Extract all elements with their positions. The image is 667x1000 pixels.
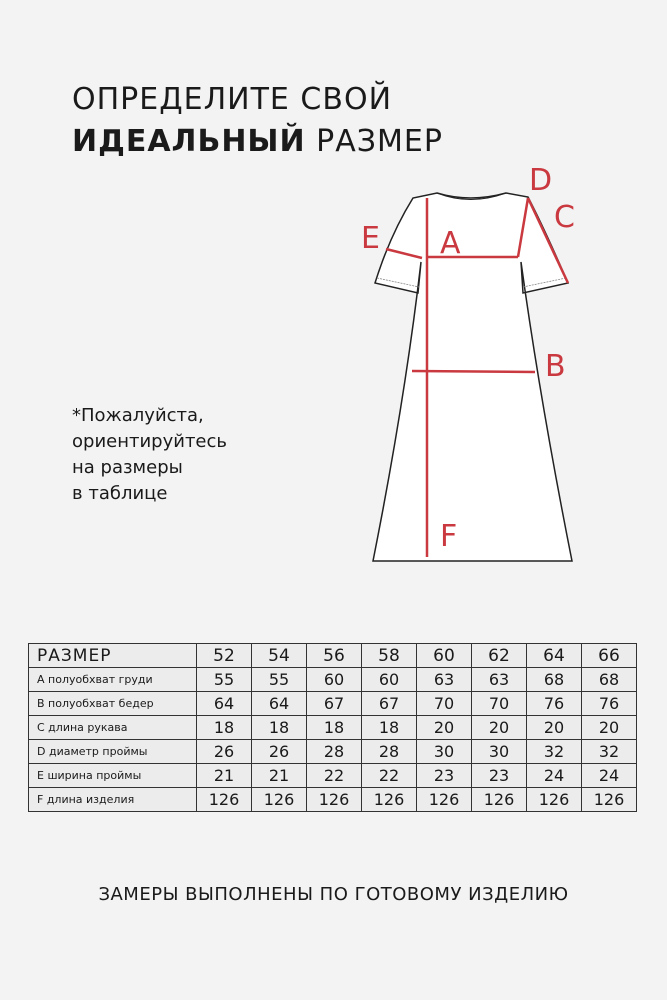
- measure-value: 60: [307, 668, 362, 692]
- measure-value: 126: [417, 788, 472, 812]
- note-line: *Пожалуйста,: [72, 405, 204, 426]
- measure-value: 60: [362, 668, 417, 692]
- measure-value: 32: [582, 740, 637, 764]
- measure-value: 20: [582, 716, 637, 740]
- measure-value: 23: [472, 764, 527, 788]
- measure-value: 126: [582, 788, 637, 812]
- table-row: [29, 764, 637, 788]
- size-header: 58: [362, 644, 417, 668]
- measure-value: 68: [582, 668, 637, 692]
- measure-value: 64: [252, 692, 307, 716]
- measure-name: E ширина проймы: [29, 764, 197, 788]
- measure-value: 22: [307, 764, 362, 788]
- measure-value: 23: [417, 764, 472, 788]
- table-row: [29, 788, 637, 812]
- measure-value: 21: [252, 764, 307, 788]
- measure-value: 68: [527, 668, 582, 692]
- size-table: [28, 643, 637, 812]
- measure-name: A полуобхват груди: [29, 668, 197, 692]
- measure-value: 21: [197, 764, 252, 788]
- measure-value: 30: [417, 740, 472, 764]
- measure-name: B полуобхват бедер: [29, 692, 197, 716]
- table-row: [29, 668, 637, 692]
- dress-outline: [373, 193, 572, 561]
- measure-value: 18: [362, 716, 417, 740]
- title-bold: ИДЕАЛЬНЫЙ: [72, 124, 306, 159]
- table-header-row: [29, 644, 637, 668]
- size-header: 66: [582, 644, 637, 668]
- measure-value: 26: [197, 740, 252, 764]
- header-label: РАЗМЕР: [29, 644, 197, 668]
- table-row: [29, 692, 637, 716]
- measure-name: F длина изделия: [29, 788, 197, 812]
- measure-value: 22: [362, 764, 417, 788]
- measure-value: 20: [527, 716, 582, 740]
- measure-value: 67: [307, 692, 362, 716]
- title-rest: РАЗМЕР: [305, 124, 443, 159]
- measure-value: 28: [362, 740, 417, 764]
- measure-value: 24: [527, 764, 582, 788]
- label-c: C: [554, 200, 575, 235]
- size-header: 56: [307, 644, 362, 668]
- size-header: 54: [252, 644, 307, 668]
- table-row: [29, 740, 637, 764]
- measure-value: 18: [252, 716, 307, 740]
- measure-value: 63: [472, 668, 527, 692]
- measure-value: 126: [472, 788, 527, 812]
- label-b: B: [545, 349, 566, 384]
- measure-value: 18: [307, 716, 362, 740]
- size-header: 60: [417, 644, 472, 668]
- measure-name: C длина рукава: [29, 716, 197, 740]
- label-f: F: [440, 519, 458, 554]
- measure-value: 18: [197, 716, 252, 740]
- measure-value: 26: [252, 740, 307, 764]
- measure-value: 55: [197, 668, 252, 692]
- label-d: D: [529, 163, 553, 198]
- measure-value: 24: [582, 764, 637, 788]
- measure-value: 20: [472, 716, 527, 740]
- note-line: на размеры: [72, 457, 183, 478]
- measure-value: 28: [307, 740, 362, 764]
- note-line: ориентируйтесь: [72, 431, 228, 452]
- measure-value: 126: [362, 788, 417, 812]
- measure-value: 64: [197, 692, 252, 716]
- size-header: 64: [527, 644, 582, 668]
- footer-note: ЗАМЕРЫ ВЫПОЛНЕНЫ ПО ГОТОВОМУ ИЗДЕЛИЮ: [98, 884, 569, 905]
- measure-name: D диаметр проймы: [29, 740, 197, 764]
- measure-value: 70: [472, 692, 527, 716]
- measure-value: 55: [252, 668, 307, 692]
- measure-value: 76: [527, 692, 582, 716]
- measure-value: 20: [417, 716, 472, 740]
- measure-value: 30: [472, 740, 527, 764]
- measure-value: 126: [307, 788, 362, 812]
- label-e: E: [361, 221, 380, 256]
- label-a: A: [440, 226, 461, 261]
- measure-value: 126: [197, 788, 252, 812]
- measure-value: 32: [527, 740, 582, 764]
- title-line-1: ОПРЕДЕЛИТЕ СВОЙ: [72, 82, 393, 117]
- size-header: 52: [197, 644, 252, 668]
- measure-value: 63: [417, 668, 472, 692]
- measure-value: 126: [252, 788, 307, 812]
- table-row: [29, 716, 637, 740]
- measure-b: [412, 371, 535, 372]
- size-header: 62: [472, 644, 527, 668]
- measure-value: 126: [527, 788, 582, 812]
- measure-value: 70: [417, 692, 472, 716]
- measure-value: 67: [362, 692, 417, 716]
- measure-value: 76: [582, 692, 637, 716]
- note-line: в таблице: [72, 483, 168, 504]
